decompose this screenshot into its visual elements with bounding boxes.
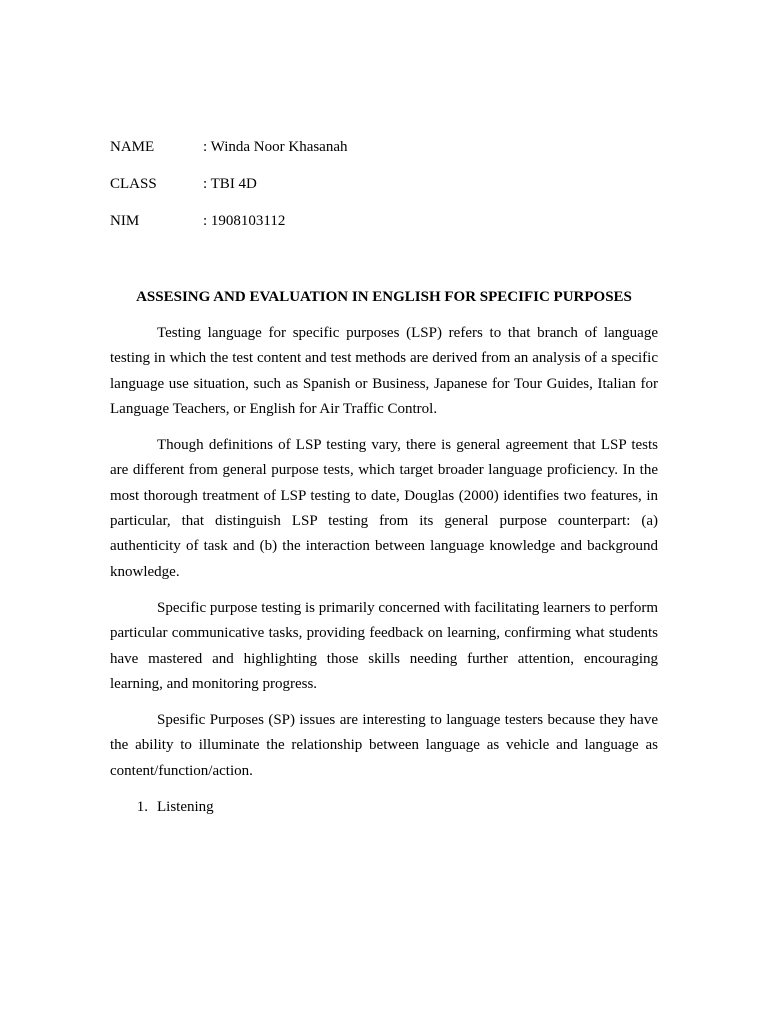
document-body [110, 285, 658, 820]
info-row-name [110, 137, 658, 174]
class-value: : TBI 4D [203, 176, 257, 192]
name-value: : Winda Noor Khasanah [203, 139, 348, 155]
nim-label: NIM [110, 213, 140, 229]
student-info [110, 137, 658, 248]
nim-value: : 1908103112 [203, 213, 286, 229]
list-item [110, 795, 658, 820]
paragraph-4: Spesific Purposes (SP) issues are interesting to language testers because they have the ability to illuminate the relationship between language as vehicle and language as content/function/action. [110, 712, 658, 779]
paragraph-1: Testing language for specific purposes (LSP) refers to that branch of language testing in which the test content and test methods are derived from an analysis of a specific language use situation, such as Spanish or Business, Japanese for Tour Guides, Italian for Language Teachers, or English for Air Traffic Control. [110, 325, 658, 417]
info-row-class [110, 174, 658, 211]
paragraph-2: Though definitions of LSP testing vary, there is general agreement that LSP tests are different from general purpose tests, which target broader language proficiency. In the most thorough treatment of LSP testing to date, Douglas (2000) identifies two features, in particular, that distinguish LSP testing from its general purpose counterpart: (a) authenticity of task and (b) the interaction between language knowledge and background knowledge. [110, 437, 658, 580]
numbered-list [110, 795, 658, 820]
class-label: CLASS [110, 176, 157, 192]
name-label: NAME [110, 139, 155, 155]
document-title: ASSESING AND EVALUATION IN ENGLISH FOR SPECIFIC PURPOSES [136, 289, 632, 305]
info-row-nim [110, 211, 658, 248]
list-item-number: 1. [136, 799, 148, 816]
list-item-text: Listening [157, 799, 214, 816]
paragraph-3: Specific purpose testing is primarily concerned with facilitating learners to perform particular communicative tasks, providing feedback on learning, confirming what students have mastered and highlighting those skills needing further attention, encouraging learning, and monitoring progress. [110, 599, 658, 692]
